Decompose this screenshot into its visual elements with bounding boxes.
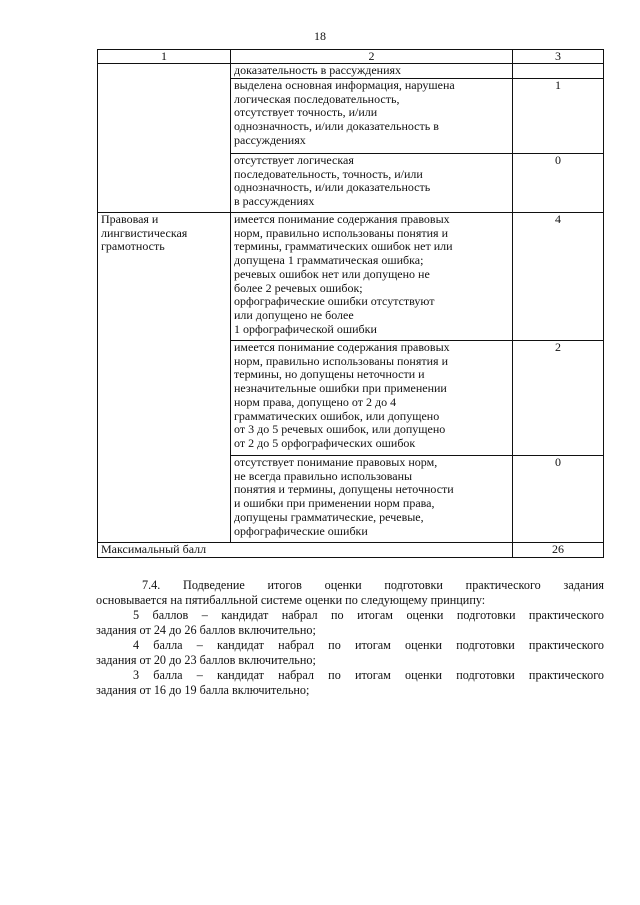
grade-5-line-1: 5 баллов – кандидат набрал по итогам оценки подготовки практического	[133, 608, 604, 622]
header-col-1: 1	[98, 50, 231, 64]
description-cell: доказательность в рассуждениях	[231, 64, 513, 79]
table-header-row	[98, 50, 604, 64]
description-cell: имеется понимание содержания правовых норм, правильно использованы понятия и термины, грамматических ошибок нет или допущена 1 грамматическая ошибка; речевых ошибок нет или допущено не более 2 речевых ошибок; орфографические ошибки отсутствуют или допущено не более 1 орфографической ошибки	[231, 213, 513, 341]
criteria-table	[97, 49, 604, 558]
score-cell: 0	[513, 154, 604, 213]
total-row	[98, 543, 604, 558]
header-col-2: 2	[231, 50, 513, 64]
total-label: Максимальный балл	[98, 543, 513, 558]
grade-5-line-2: задания от 24 до 26 баллов включительно;	[96, 623, 316, 637]
paragraph-7-4-line-2: основывается на пятибалльной системе оценки по следующему принципу:	[96, 593, 486, 607]
grade-4-line-1: 4 балла – кандидат набрал по итогам оценки подготовки практического	[133, 638, 604, 652]
page-number: 18	[314, 29, 326, 43]
header-col-3: 3	[513, 50, 604, 64]
grade-3-line-2: задания от 16 до 19 балла включительно;	[96, 683, 310, 697]
score-cell: 0	[513, 456, 604, 543]
grade-3-line-1: 3 балла – кандидат набрал по итогам оценки подготовки практического	[133, 668, 604, 682]
description-cell: отсутствует понимание правовых норм, не всегда правильно использованы понятия и термины, допущены неточности и ошибки при применении норм права, допущены грамматические, речевые, орфографические ошибки	[231, 456, 513, 543]
score-cell: 1	[513, 79, 604, 154]
description-cell: выделена основная информация, нарушена логическая последовательность, отсутствует точность, и/или однозначность, и/или доказательность в рассуждениях	[231, 79, 513, 154]
description-cell: имеется понимание содержания правовых норм, правильно использованы понятия и термины, но допущены неточности и незначительные ошибки при применении норм права, допущено от 2 до 4 грамматических ошибок, или допущено от 3 до 5 речевых ошибок, или допущено от 2 до 5 орфографических ошибок	[231, 341, 513, 456]
total-score: 26	[513, 543, 604, 558]
description-cell: отсутствует логическая последовательность, точность, и/или однозначность, и/или доказательность в рассуждениях	[231, 154, 513, 213]
criterion-cell: Правовая и лингвистическая грамотность	[98, 213, 231, 543]
score-cell: 4	[513, 213, 604, 341]
paragraph-7-4-line-1: 7.4. Подведение итогов оценки подготовки практического задания	[142, 578, 604, 592]
score-cell	[513, 64, 604, 79]
table-row	[98, 64, 604, 79]
table-row	[98, 213, 604, 341]
criterion-cell-empty	[98, 64, 231, 213]
grade-4-line-2: задания от 20 до 23 баллов включительно;	[96, 653, 316, 667]
score-cell: 2	[513, 341, 604, 456]
